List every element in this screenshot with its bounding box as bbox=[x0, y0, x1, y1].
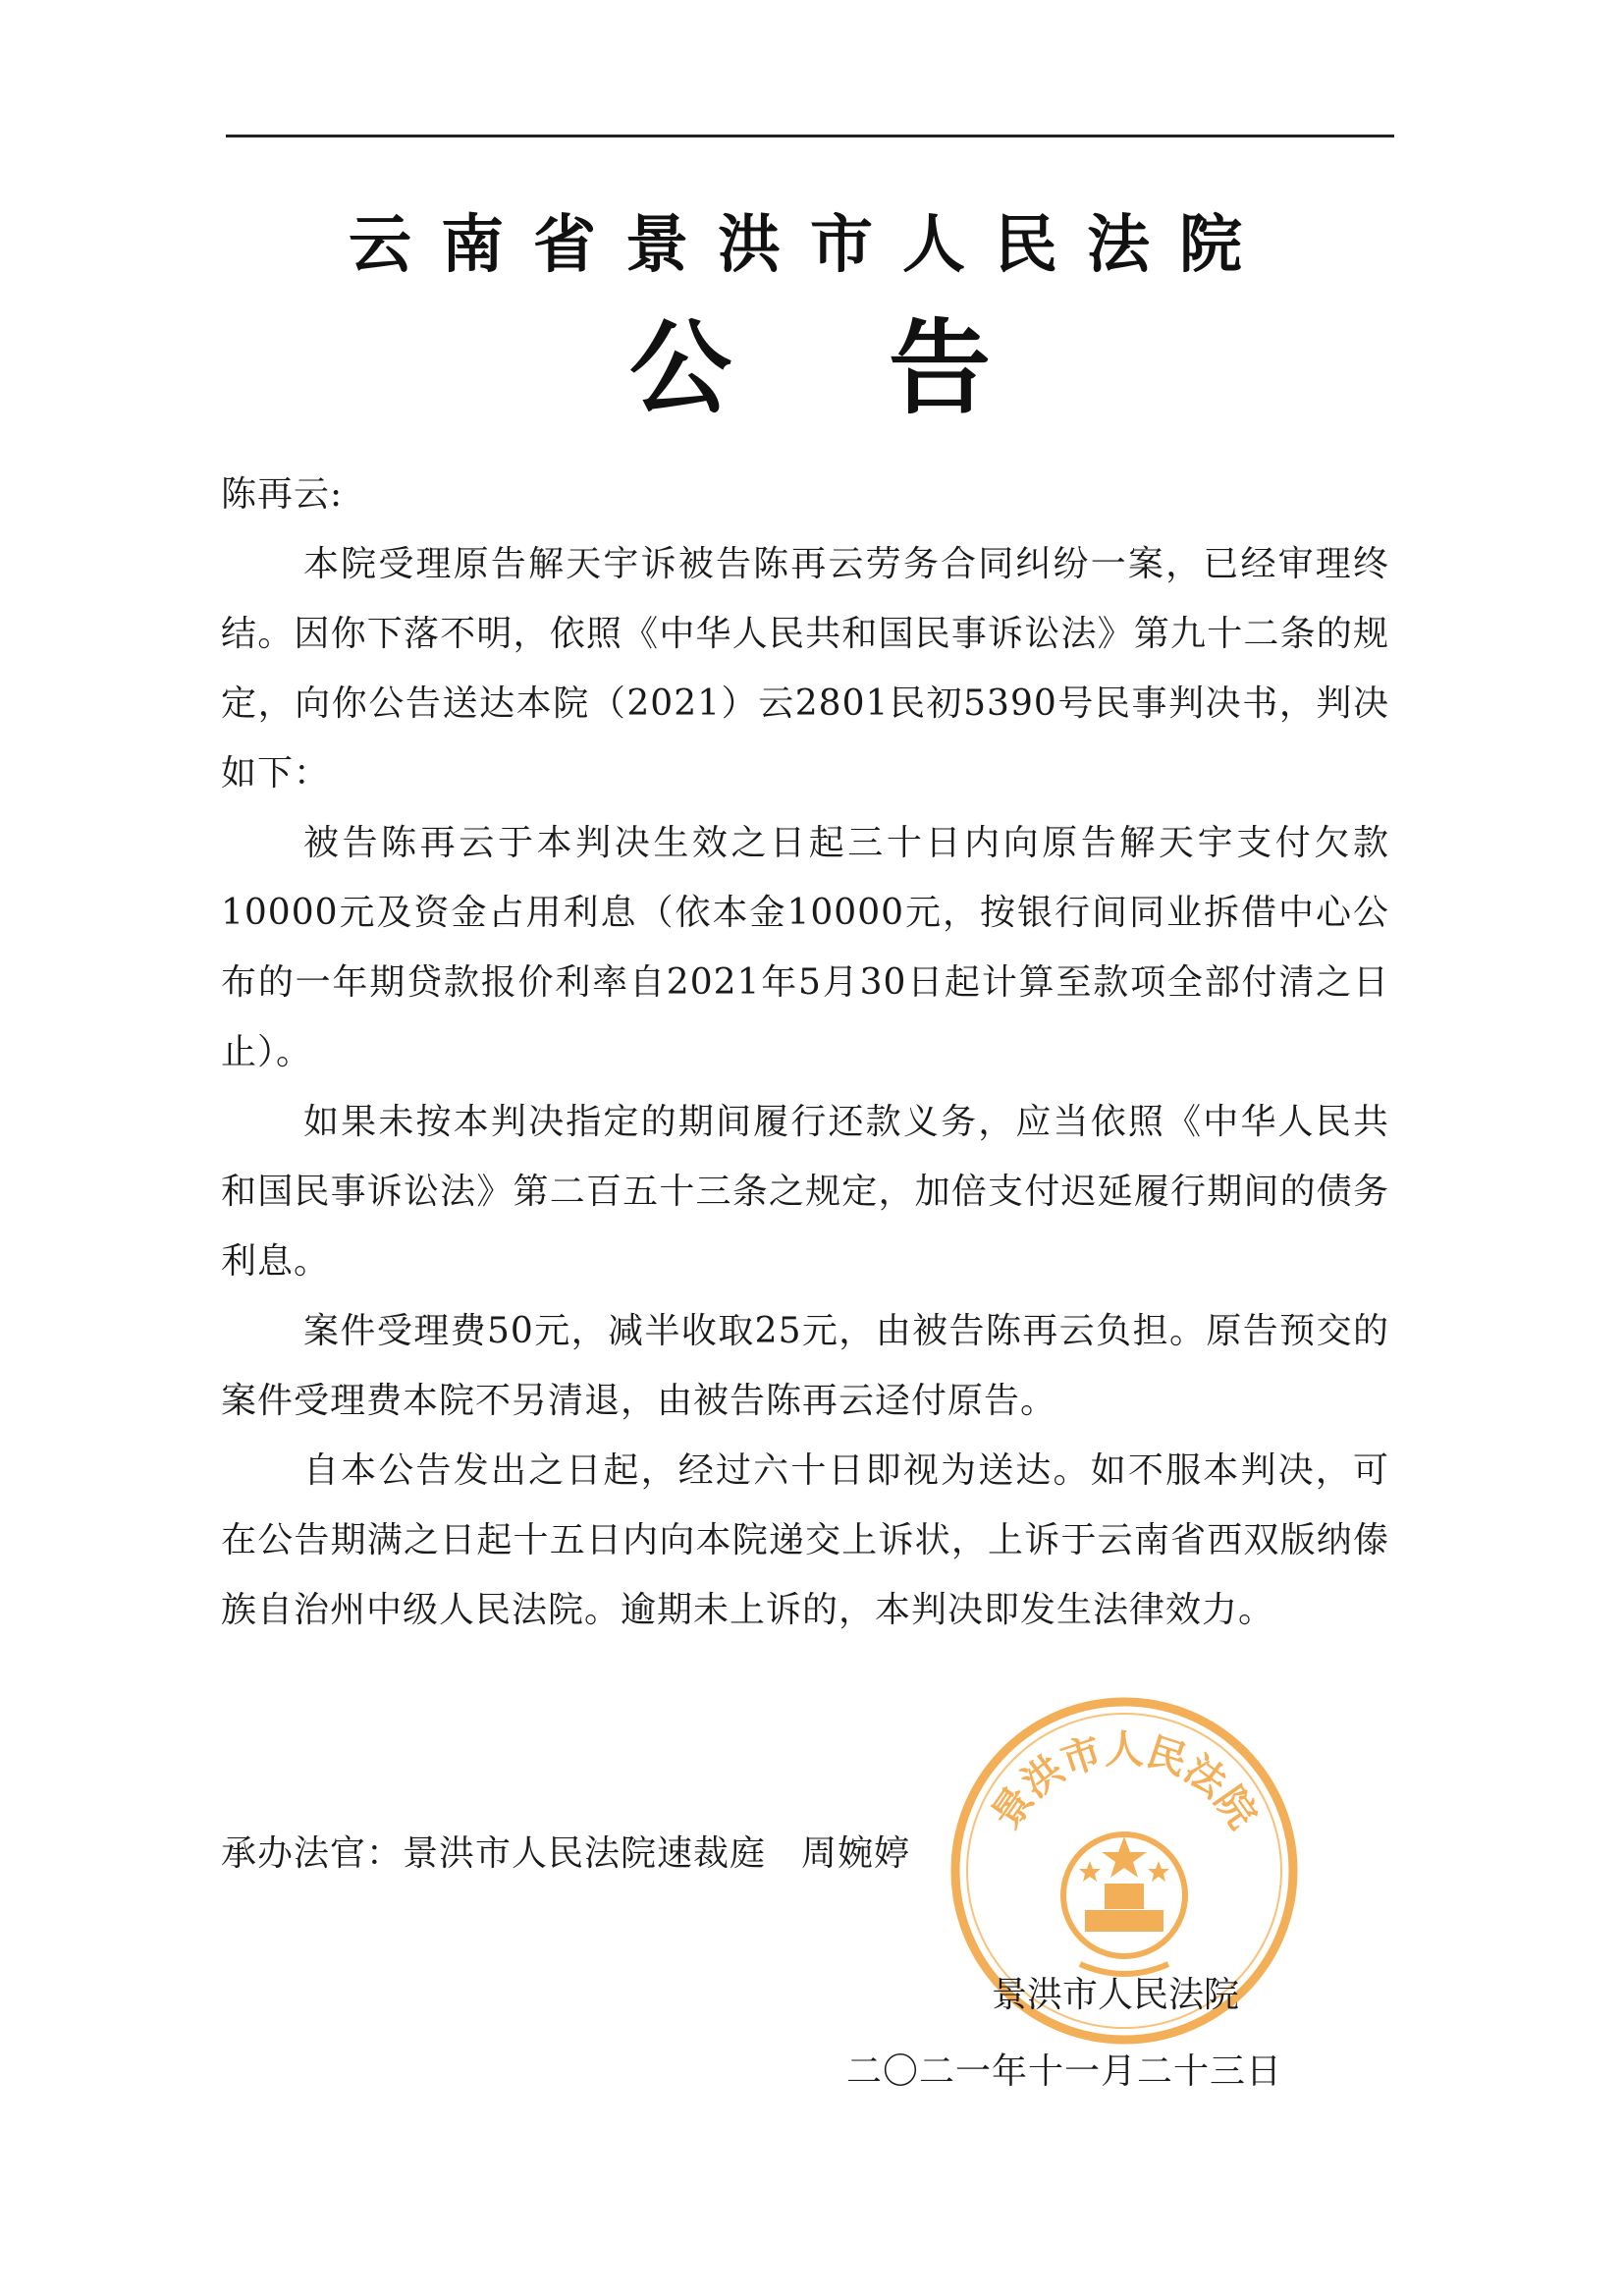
body-paragraph: 案件受理费50元，减半收取25元，由被告陈再云负担。原告预交的案件受理费本院不另清退，由被告陈再云迳付原告。 bbox=[221, 1311, 1389, 1421]
judge-label: 承办法官：景洪市人民法院速裁庭 bbox=[221, 1833, 767, 1874]
body-paragraph: 本院受理原告解天宇诉被告陈再云劳务合同纠纷一案，已经审理终结。因你下落不明，依照《中华人民共和国民事诉讼法》第九十二条的规定，向你公告送达本院（2021）云2801民初5390号民事判决书，判决如下： bbox=[221, 544, 1389, 793]
notice-body bbox=[221, 460, 1389, 1645]
issue-date: 二〇二一年十一月二十三日 bbox=[846, 2051, 1283, 2092]
seal-text: 景洪市人民法院 bbox=[983, 1727, 1266, 1837]
body-paragraph: 自本公告发出之日起，经过六十日即视为送达。如不服本判决，可在公告期满之日起十五日内向本院递交上诉状，上诉于云南省西双版纳傣族自治州中级人民法院。逾期未上诉的，本判决即发生法律效力。 bbox=[221, 1450, 1389, 1630]
body-paragraph: 被告陈再云于本判决生效之日起三十日内向原告解天宇支付欠款10000元及资金占用利息（依本金10000元，按银行间同业拆借中心公布的一年期贷款报价利率自2021年5月30日起计算至款项全部付清之日止）。 bbox=[221, 823, 1389, 1072]
svg-text:景洪市人民法院 bbox=[984, 1727, 1266, 1836]
header-rule bbox=[226, 135, 1394, 137]
body-paragraph: 如果未按本判决指定的期间履行还款义务，应当依照《中华人民共和国民事诉讼法》第二百五十三条之规定，加倍支付迟延履行期间的债务利息。 bbox=[221, 1102, 1389, 1282]
judge-name: 周婉婷 bbox=[801, 1833, 911, 1874]
court-name-heading: 云南省景洪市人民法院 bbox=[349, 209, 1271, 282]
judge-line bbox=[221, 1825, 910, 1884]
document-title: 公告 bbox=[628, 308, 1148, 428]
salutation: 陈再云: bbox=[221, 474, 344, 515]
court-signature: 景洪市人民法院 bbox=[992, 1975, 1240, 2015]
